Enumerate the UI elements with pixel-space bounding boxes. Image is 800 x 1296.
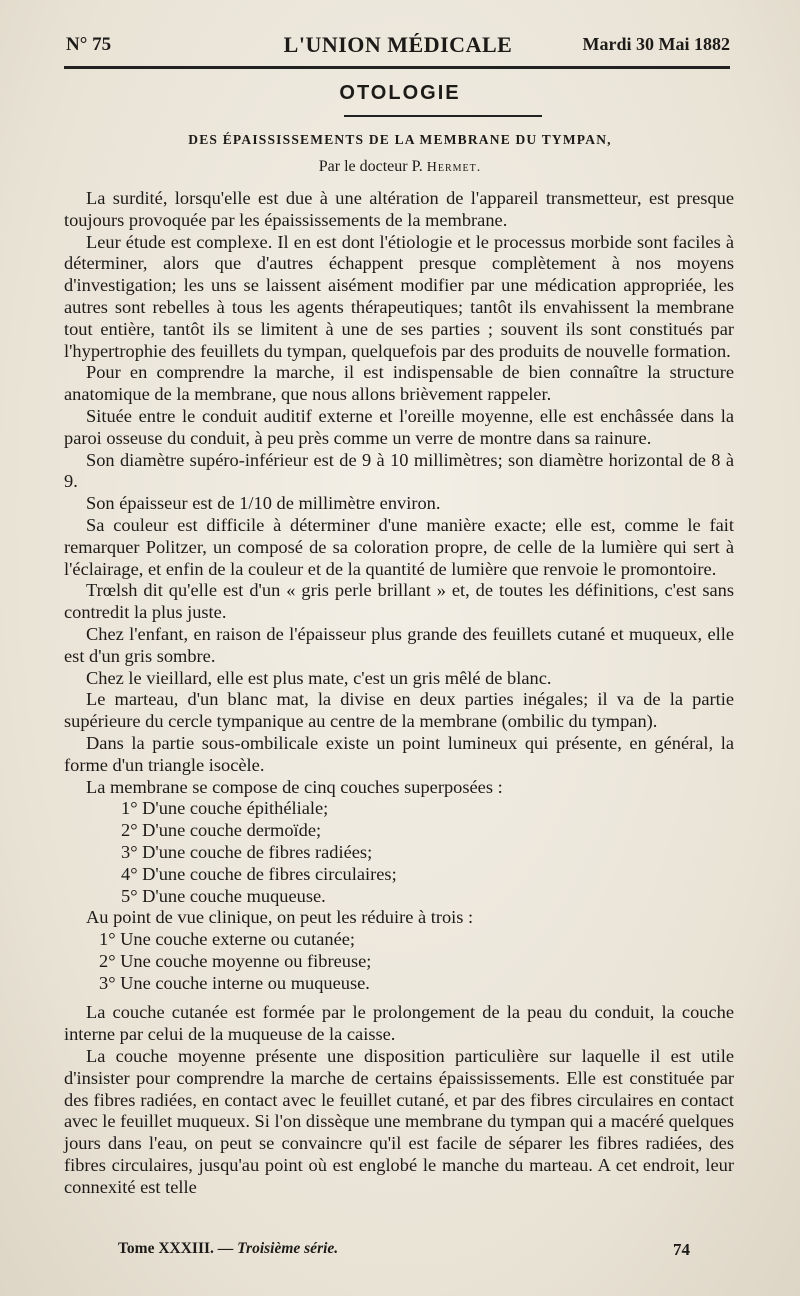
paragraph: Pour en comprendre la marche, il est indispensable de bien connaître la structure anatomique de la membrane, que nous allons brièvement rappeler. (64, 362, 734, 405)
paragraph: Chez l'enfant, en raison de l'épaisseur plus grande des feuillets cutané et muqueux, elle est d'un gris sombre. (64, 623, 734, 666)
journal-title: L'UNION MÉDICALE (283, 32, 513, 57)
paragraph: Le marteau, d'un blanc mat, la divise en deux parties inégales; il va de la partie supérieure du cercle tympanique au centre de la membrane (ombilic du tympan). (64, 689, 734, 732)
paragraph: La couche moyenne présente une disposition particulière sur laquelle il est utile d'insister pour comprendre la marche de certains épaississements. Elle est constituée par des fibres radiées, en contact avec le feuillet cutané, et par des fibres circulaires en contact avec le feuillet muqueux. Si l'on dissèque une membrane du tympan qui a macéré quelques jours dans l'eau, on peut se convaincre qu'il est facile de séparer les fibres radiées, des fibres circulaires, jusqu'au point où est englobé le manche du marteau. A cet endroit, leur connexité est telle (64, 1046, 734, 1197)
list-item: 3° D'une couche de fibres radiées; (121, 841, 373, 862)
byline (0, 158, 800, 176)
list-item: 2° Une couche moyenne ou fibreuse; (99, 950, 372, 971)
paragraph: Au point de vue clinique, on peut les réduire à trois : (86, 907, 474, 928)
page-number: 74 (673, 1240, 690, 1259)
footer-volume (118, 1240, 338, 1258)
five-layers-list (64, 798, 734, 907)
list-item: 2° D'une couche dermoïde; (121, 820, 322, 841)
paragraph: Sa couleur est difficile à déterminer d'une manière exacte; elle est, comme le fait remarquer Politzer, un composé de sa coloration propre, de celle de la lumière qui sert à l'éclairage, et enfin de la couleur et de la quantité de lumière que renvoie le promontoire. (64, 514, 734, 579)
article-body (64, 188, 734, 1199)
list-item: 1° Une couche externe ou cutanée; (99, 929, 356, 950)
issue-date: Mardi 30 Mai 1882 (582, 34, 730, 54)
paragraph: La couche cutanée est formée par le prolongement de la peau du conduit, la couche interne par celui de la muqueuse de la caisse. (64, 1002, 734, 1045)
author-name: Hermet. (426, 160, 482, 175)
issue-number: N° 75 (66, 34, 112, 55)
list-item: 3° Une couche interne ou muqueuse. (99, 972, 370, 993)
series-label: Troisième série. (237, 1240, 339, 1257)
volume-label: Tome XXXIII. — (118, 1240, 238, 1257)
paragraph: Située entre le conduit auditif externe et l'oreille moyenne, elle est enchâssée dans la paroi osseuse du conduit, à peu près comme un verre de montre dans sa rainure. (64, 405, 734, 448)
list-item: 1° D'une couche épithéliale; (121, 798, 329, 819)
running-header (66, 30, 730, 60)
article-title: DES ÉPAISSISSEMENTS DE LA MEMBRANE DU TYMPAN, (188, 132, 612, 147)
paragraph: La membrane se compose de cinq couches superposées : (86, 776, 503, 797)
list-item: 4° D'une couche de fibres circulaires; (121, 863, 397, 884)
paragraph: La surdité, lorsqu'elle est due à une altération de l'appareil transmetteur, est presque toujours provoquée par les épaississements de la membrane. (64, 188, 734, 230)
section-rule (344, 115, 542, 117)
paragraph: Leur étude est complexe. Il en est dont l'étiologie et le processus morbide sont faciles à déterminer, alors que d'autres échappent presque complètement à nos moyens d'investigation; les uns se laissent aisément modifier par une médication appropriée, les autres sont rebelles à tous les agents thérapeutiques; tantôt ils envahissent la membrane tout entière, tantôt ils se limitent à une de ses parties ; souvent ils sont constitués par l'hypertrophie des feuillets du tympan, quelquefois par des produits de nouvelle formation. (64, 231, 734, 361)
three-layers-list (64, 929, 734, 994)
byline-prefix: Par le docteur P. (318, 158, 427, 175)
header-rule (64, 66, 730, 69)
page-footer (118, 1240, 690, 1260)
paragraph: Son épaisseur est de 1/10 de millimètre environ. (86, 493, 441, 514)
paragraph: Chez le vieillard, elle est plus mate, c'est un gris mêlé de blanc. (86, 667, 552, 688)
paragraph: Dans la partie sous-ombilicale existe un point lumineux qui présente, en général, la forme d'un triangle isocèle. (64, 732, 734, 775)
paragraph: Son diamètre supéro-inférieur est de 9 à 10 millimètres; son diamètre horizontal de 8 à 9. (64, 449, 734, 492)
paragraph: Trœlsh dit qu'elle est d'un « gris perle brillant » et, de toutes les définitions, c'est sans contredit la plus juste. (64, 580, 734, 623)
list-item: 5° D'une couche muqueuse. (121, 885, 326, 906)
section-title: OTOLOGIE (339, 82, 461, 104)
